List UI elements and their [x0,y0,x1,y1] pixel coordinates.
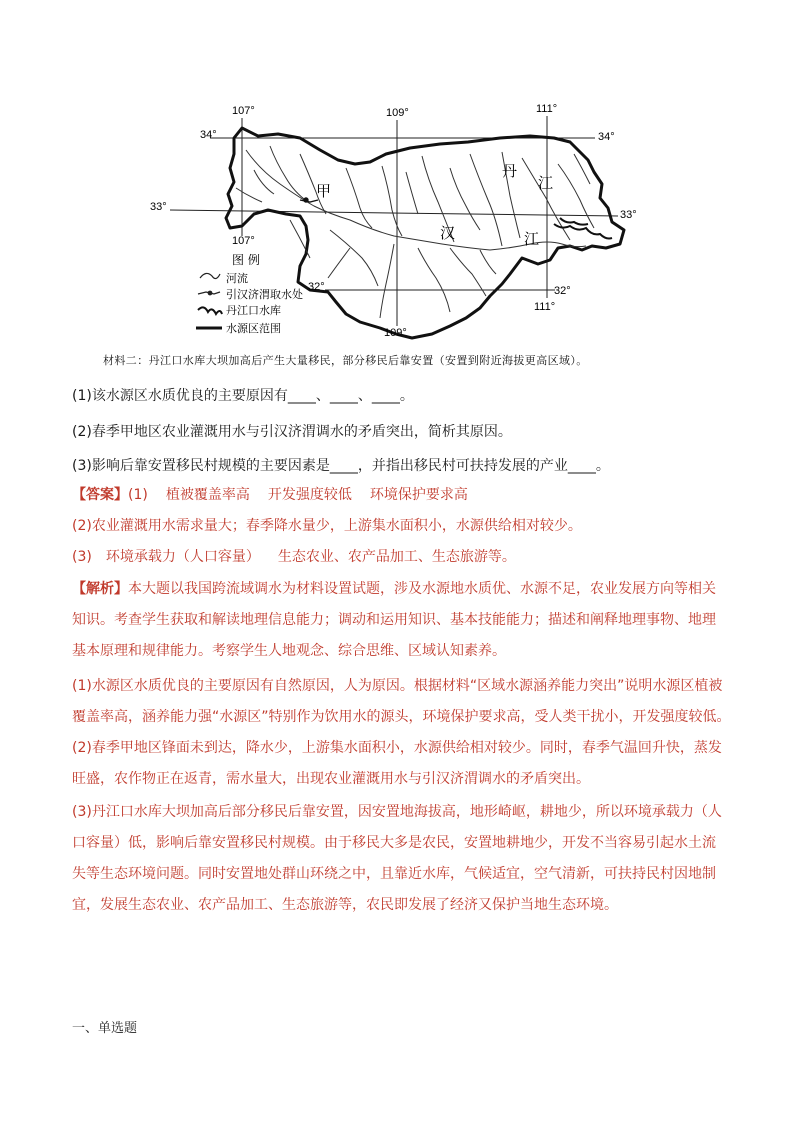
lat-33-line [170,210,618,216]
lat-left-34: 34° [200,129,217,141]
legend-river-label: 河流 [226,272,248,285]
legend-river-icon [200,273,220,278]
water-source-map [150,98,637,342]
analysis-line-2: 知识。考查学生获取和解读地理信息能力；调动和运用知识、基本技能能力；描述和阐释地理事物、地理 [72,612,716,628]
answer-line-3 [72,547,516,567]
map-figure [150,98,637,342]
analysis-line-8: (3)丹江口水库大坝加高后部分移民后靠安置，因安置地海拔高，地形崎岖，耕地少，所以环境承载力（人 [72,804,722,820]
analysis-line-6: (2)春季甲地区锋面未到达，降水少，上游集水面积小，水源供给相对较少。同时，春季气温回升快，蒸发 [72,740,722,756]
analysis-line-11: 宜，发展生态农业、农产品加工、生态旅游等，农民即发展了经济又保护当地生态环境。 [72,897,618,913]
answer-3-prefix: (3) [72,549,92,565]
question-2: (2)春季甲地区农业灌溉用水与引汉济渭调水的矛盾突出，简析其原因。 [72,424,512,440]
lon-bottom-111: 111° [534,301,556,313]
answer-1-item-1: 植被覆盖率高 [165,487,250,503]
lat-right-33: 33° [620,209,637,221]
answer-1-item-2: 开发强度较低 [267,487,352,503]
map-legend [196,252,303,335]
analysis-line-1 [72,579,716,599]
lon-top-109: 109° [386,107,409,119]
material-caption: 材料二：丹江口水库大坝加高后产生大量移民，部分移民后靠安置（安置到附近海拔更高区域）。 [103,354,588,367]
legend-boundary-label: 水源区范围 [226,322,281,335]
legend-reservoir-label: 丹江口水库 [226,304,281,317]
analysis-text-1: 本大题以我国跨流域调水为材料设置试题，涉及水源地水质优、水源不足，农业发展方向等相关 [128,581,716,597]
answer-3-item-1: 环境承载力（人口容量） [105,549,260,565]
analysis-tag: 【解析】 [72,581,128,597]
analysis-line-5: 覆盖率高，涵养能力强“水源区”特别作为饮用水的源头，环境保护要求高，受人类干扰小，开发强度较低。 [72,709,731,725]
question-1: (1)该水源区水质优良的主要原因有____、____、____。 [72,388,414,404]
legend-intake-icon [198,291,220,295]
analysis-line-3: 基本原理和规律能力。考察学生人地观念、综合思维、区域认知素养。 [72,643,506,659]
answer-tag: 【答案】 [72,487,128,503]
river-han-label: 汉 [440,224,456,242]
lat-left-33: 33° [150,201,167,213]
section-title-single-choice: 一、单选题 [72,1021,138,1036]
lon-top-111: 111° [536,103,558,115]
lat-right-34: 34° [598,131,615,143]
legend-intake-label: 引汉济渭取水处 [226,288,303,301]
answer-line-2: (2)农业灌溉用水需求量大；春季降水量少，上游集水面积小，水源供给相对较少。 [72,518,582,534]
lon-bottom-107: 107° [232,235,255,247]
danjiangkou-reservoir [554,218,612,239]
legend-title: 图 例 [232,253,260,267]
lat-left-32: 32° [308,281,325,293]
analysis-line-10: 失等生态环境问题。同时安置地处群山环绕之中，且靠近水库，气候适宜，空气清新，可扶持民村因地制 [72,866,716,882]
source-region-boundary [226,128,624,338]
river-jiang-label-1: 江 [538,174,554,192]
lon-bottom-109: 109° [384,327,407,339]
analysis-line-4: (1)水源区水质优良的主要原因有自然原因，人为原因。根据材料“区域水源涵养能力突出”说明水源区植被 [72,678,723,694]
river-jiang-label-2: 江 [524,230,540,248]
answer-line-1 [72,485,468,505]
answer-3-item-2: 生态农业、农产品加工、生态旅游等。 [277,549,516,565]
legend-reservoir-icon [198,307,222,314]
analysis-line-9: 口容量）低，影响后靠安置移民村规模。由于移民大多是农民，安置地耕地少，开发不当容易引起水土流 [72,835,716,851]
place-jia-label: 甲 [316,182,332,200]
answer-1-item-3: 环境保护要求高 [369,487,468,503]
lat-right-32: 32° [554,285,571,297]
analysis-line-7: 旺盛，农作物正在返青，需水量大，出现农业灌溉用水与引汉济渭调水的矛盾突出。 [72,771,590,787]
lon-top-107: 107° [232,105,255,117]
river-dan-label: 丹 [502,162,518,180]
question-3: (3)影响后靠安置移民村规模的主要因素是____，并指出移民村可扶持发展的产业____。 [72,458,610,474]
answer-1-prefix: (1) [128,487,148,503]
